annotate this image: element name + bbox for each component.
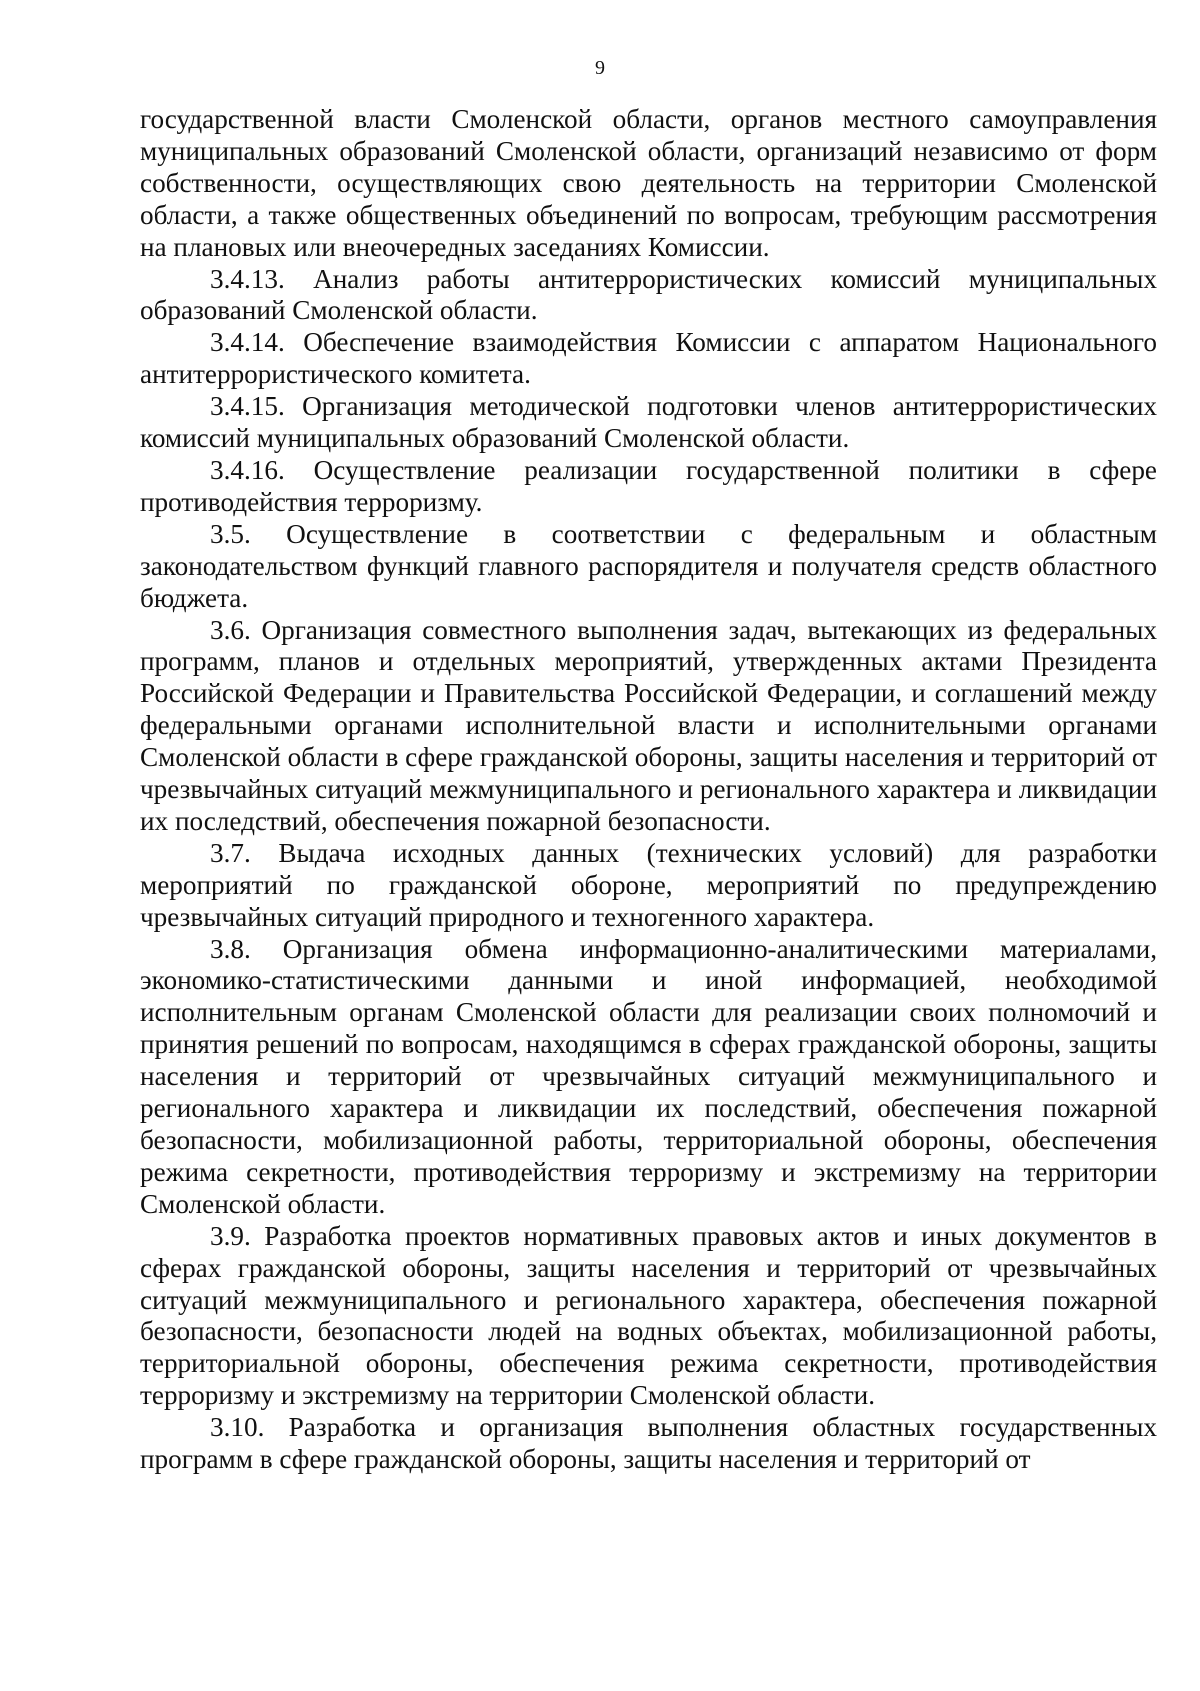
paragraph-3-4-16: 3.4.16. Осуществление реализации государственной политики в сфере противодействия терроризму. — [140, 454, 1157, 517]
paragraph-3-10: 3.10. Разработка и организация выполнения областных государственных программ в сфере гражданской обороны, защиты населения и территорий от — [140, 1412, 1157, 1475]
page-number: 9 — [595, 57, 605, 79]
paragraph-3-7: 3.7. Выдача исходных данных (технических условий) для разработки мероприятий по гражданской обороне, мероприятий по предупреждению чрезвычайных ситуаций природного и техногенного характера. — [140, 837, 1157, 932]
paragraph-3-8: 3.8. Организация обмена информационно-аналитическими материалами, экономико-статистическими данными и иной информацией, необходимой исполнительным органам Смоленской области для реализации своих полномочий и принятия решений по вопросам, находящимся в сферах гражданской обороны, защиты населения и территорий от чрезвычайных ситуаций межмуниципального и регионального характера и ликвидации их последствий, обеспечения пожарной безопасности, мобилизационной работы, территориальной обороны, обеспечения режима секретности, противодействия терроризму и экстремизму на территории Смоленской области. — [140, 933, 1157, 1219]
paragraph-3-4-14: 3.4.14. Обеспечение взаимодействия Комиссии с аппаратом Национального антитеррористического комитета. — [140, 327, 1157, 390]
paragraph-3-4-15: 3.4.15. Организация методической подготовки членов антитеррористических комиссий муниципальных образований Смоленской области. — [140, 391, 1157, 454]
paragraph-3-4-13: 3.4.13. Анализ работы антитеррористических комиссий муниципальных образований Смоленской области. — [140, 263, 1157, 326]
document-body — [140, 104, 1157, 1476]
paragraph-continuation: государственной власти Смоленской области, органов местного самоуправления муниципальных образований Смоленской области, организаций независимо от форм собственности, осуществляющих свою деятельность на территории Смоленской области, а также общественных объединений по вопросам, требующим рассмотрения на плановых или внеочередных заседаниях Комиссии. — [140, 104, 1157, 262]
paragraph-3-6: 3.6. Организация совместного выполнения задач, вытекающих из федеральных программ, планов и отдельных мероприятий, утвержденных актами Президента Российской Федерации и Правительства Российской Федерации, и соглашений между федеральными органами исполнительной власти и исполнительными органами Смоленской области в сфере гражданской обороны, защиты населения и территорий от чрезвычайных ситуаций межмуниципального и регионального характера и ликвидации их последствий, обеспечения пожарной безопасности. — [140, 614, 1157, 836]
paragraph-3-5: 3.5. Осуществление в соответствии с федеральным и областным законодательством функций главного распорядителя и получателя средств областного бюджета. — [140, 518, 1157, 613]
paragraph-3-9: 3.9. Разработка проектов нормативных правовых актов и иных документов в сферах гражданской обороны, защиты населения и территорий от чрезвычайных ситуаций межмуниципального и регионального характера, обеспечения пожарной безопасности, безопасности людей на водных объектах, мобилизационной работы, территориальной обороны, обеспечения режима секретности, противодействия терроризму и экстремизму на территории Смоленской области. — [140, 1220, 1157, 1411]
